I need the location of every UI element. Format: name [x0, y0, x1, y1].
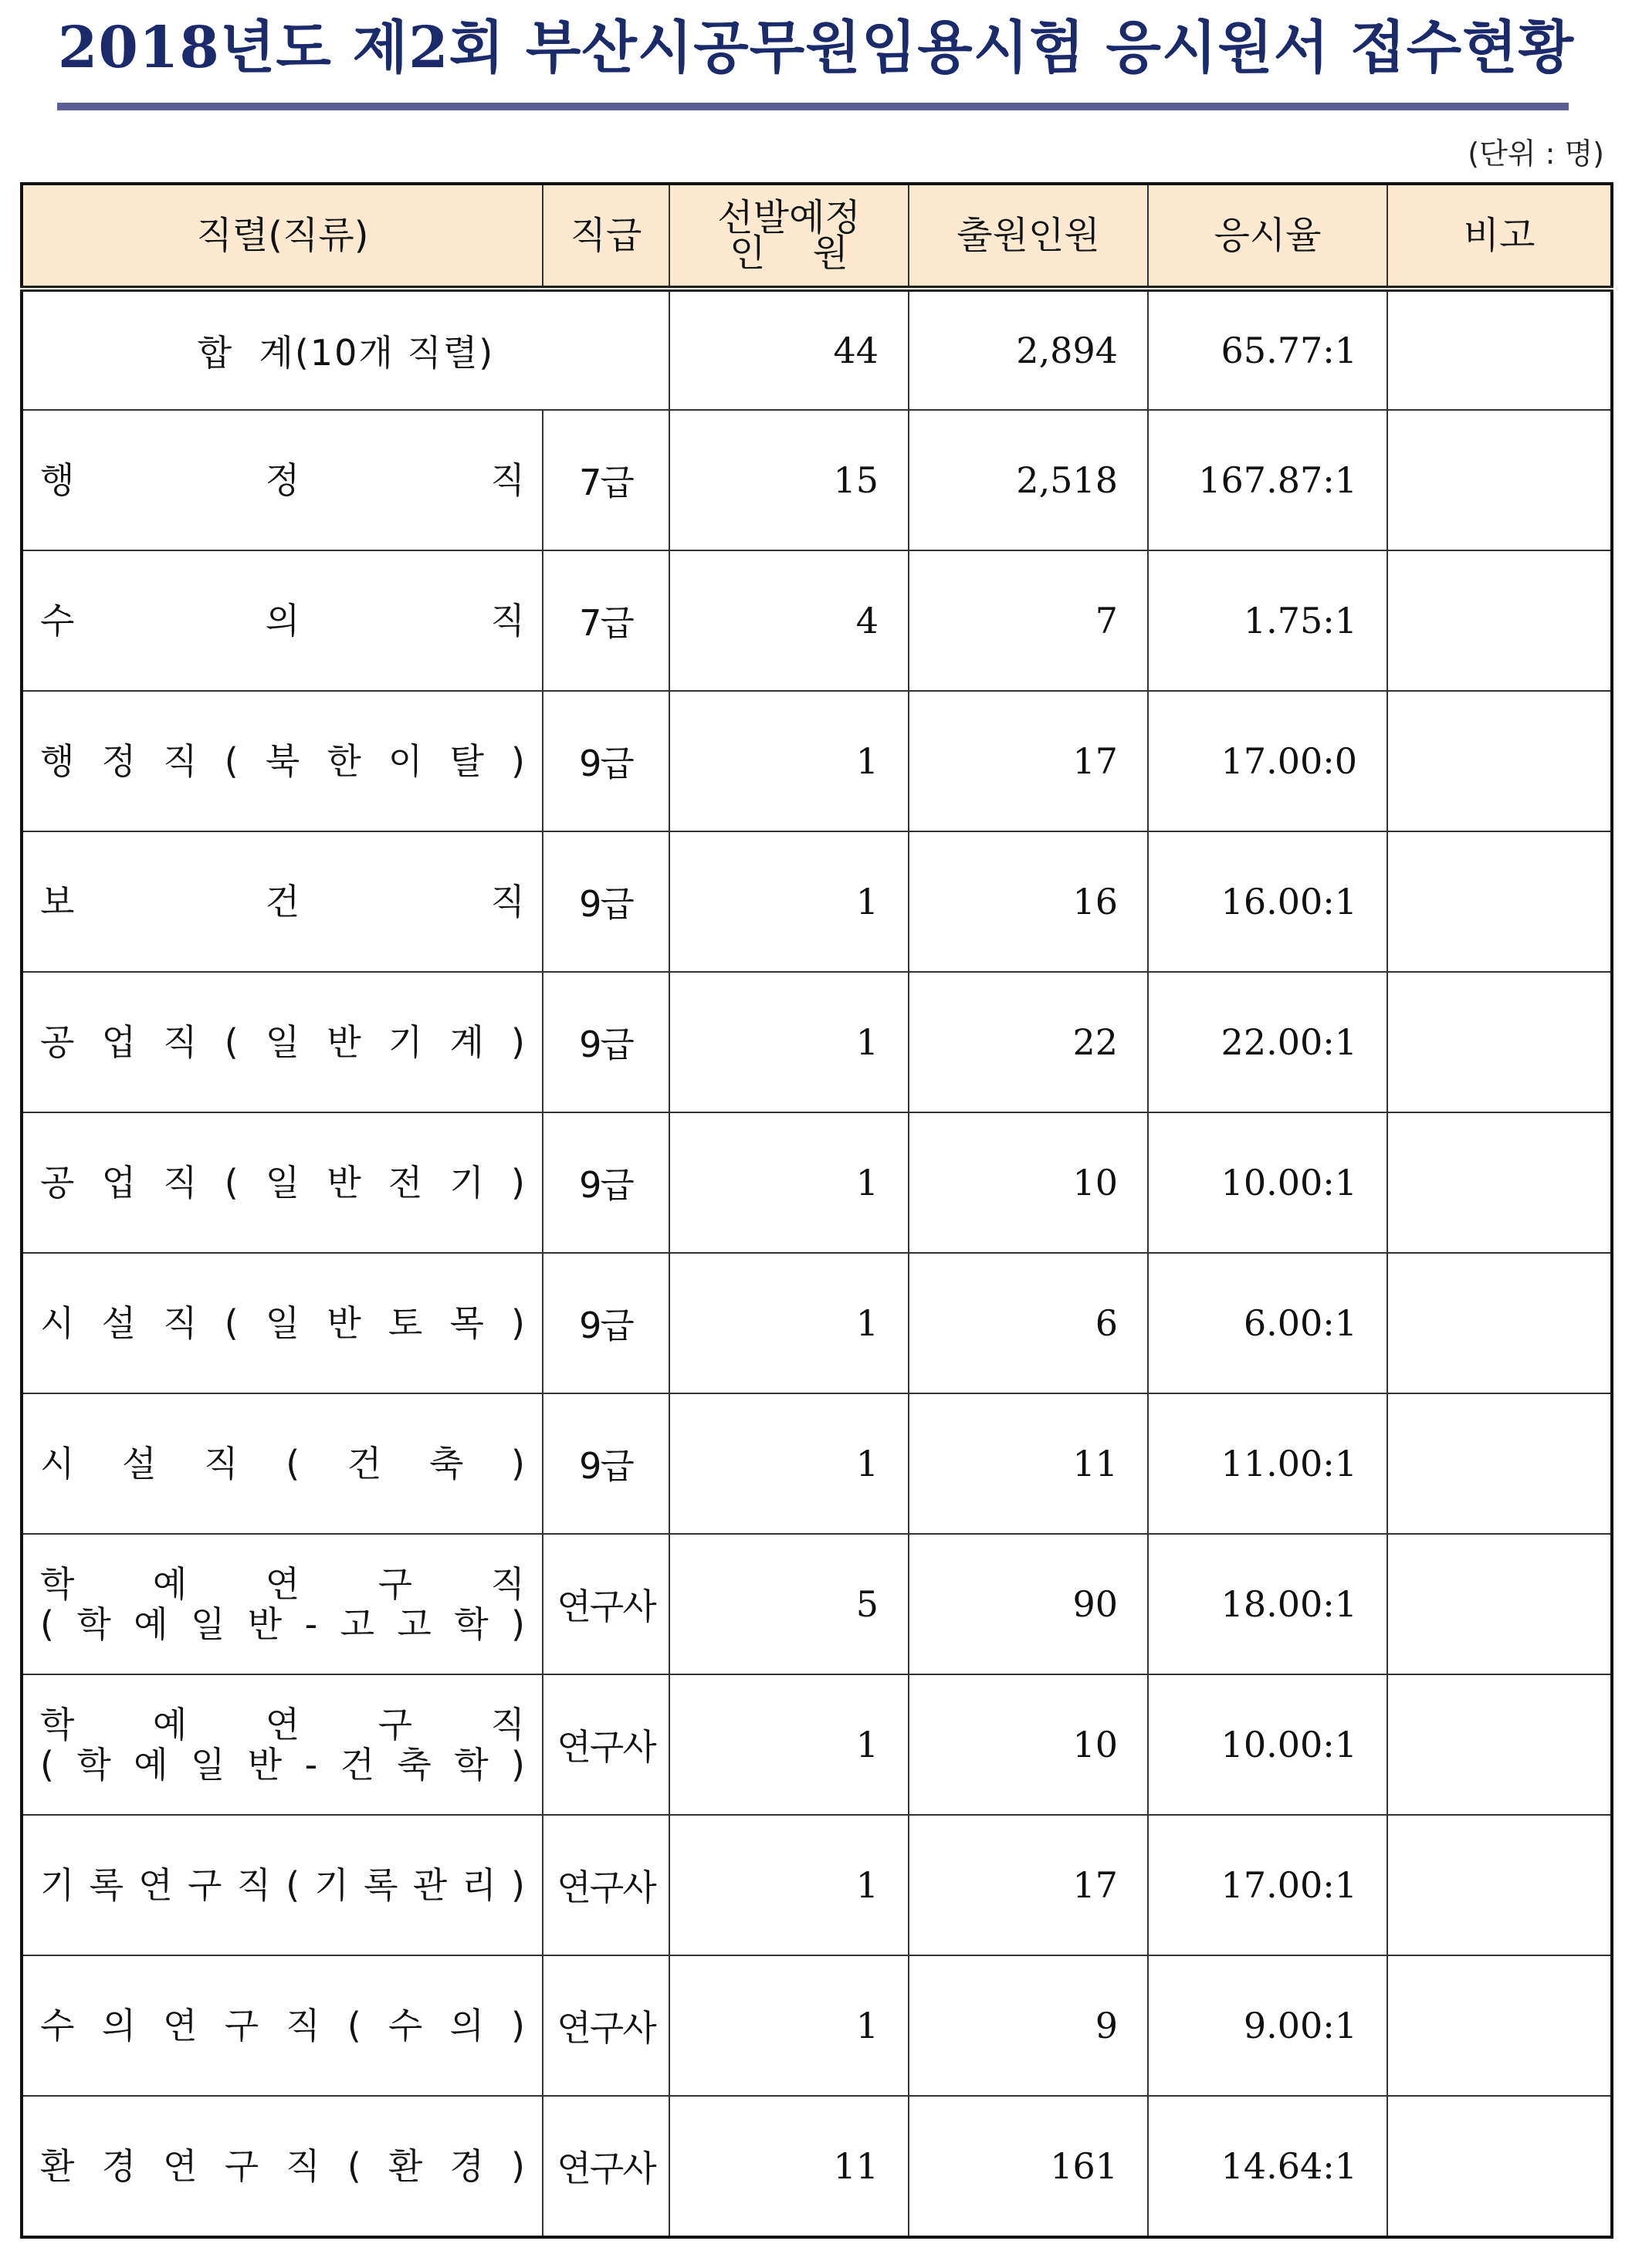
table-row — [22, 550, 1612, 691]
note-cell — [1387, 1955, 1612, 2096]
job-label: 행 정 직 — [40, 459, 525, 501]
table-row — [22, 972, 1612, 1112]
job-label: 학 예 연 구 직 — [40, 1563, 525, 1605]
quota-cell: 1 — [669, 1674, 909, 1815]
rate-cell: 10.00:1 — [1148, 1674, 1387, 1815]
job-label: 수 의 직 — [40, 600, 525, 641]
grade-cell: 9급 — [543, 691, 669, 831]
unit-note: (단위 : 명) — [1468, 137, 1604, 171]
job-label: ( 학 예 일 반 - 고 고 학 ) — [40, 1603, 525, 1645]
applicants-cell: 2,518 — [909, 410, 1148, 550]
grade-cell: 7급 — [543, 410, 669, 550]
job-label: 기 록 연 구 직 ( 기 록 관 리 ) — [40, 1864, 525, 1906]
applicants-cell: 10 — [909, 1674, 1148, 1815]
grade-cell: 연구사 — [543, 1815, 669, 1955]
table-row — [22, 2096, 1612, 2237]
total-quota: 44 — [669, 289, 909, 410]
note-cell — [1387, 1815, 1612, 1955]
job-label: 학 예 연 구 직 — [40, 1704, 525, 1745]
note-cell — [1387, 550, 1612, 691]
table-row — [22, 831, 1612, 972]
note-cell — [1387, 831, 1612, 972]
grade-cell: 9급 — [543, 1393, 669, 1534]
job-label: 수 의 연 구 직 ( 수 의 ) — [40, 2005, 525, 2046]
applicants-cell: 17 — [909, 1815, 1148, 1955]
job-label: 환 경 연 구 직 ( 환 경 ) — [40, 2145, 525, 2187]
quota-cell: 5 — [669, 1534, 909, 1674]
job-cell — [22, 1674, 543, 1815]
header-job: 직렬(직류) — [22, 184, 543, 289]
title-underline — [57, 103, 1569, 110]
rate-cell: 6.00:1 — [1148, 1253, 1387, 1393]
job-cell — [22, 2096, 543, 2237]
grade-cell: 연구사 — [543, 1674, 669, 1815]
applicants-cell: 161 — [909, 2096, 1148, 2237]
rate-cell: 14.64:1 — [1148, 2096, 1387, 2237]
quota-cell: 1 — [669, 1815, 909, 1955]
grade-cell: 7급 — [543, 550, 669, 691]
quota-cell: 15 — [669, 410, 909, 550]
note-cell — [1387, 1112, 1612, 1253]
rate-cell: 10.00:1 — [1148, 1112, 1387, 1253]
table-header — [22, 184, 1612, 289]
header-applicants: 출원인원 — [909, 184, 1148, 289]
job-label: 공 업 직 ( 일 반 기 계 ) — [40, 1021, 525, 1063]
note-cell — [1387, 1253, 1612, 1393]
quota-cell: 1 — [669, 1112, 909, 1253]
job-cell — [22, 1534, 543, 1674]
rate-cell: 16.00:1 — [1148, 831, 1387, 972]
applicants-cell: 17 — [909, 691, 1148, 831]
quota-cell: 1 — [669, 1253, 909, 1393]
job-cell — [22, 410, 543, 550]
job-cell — [22, 972, 543, 1112]
table-row — [22, 1534, 1612, 1674]
header-quota-line2: 인 원 — [730, 232, 848, 275]
table-row — [22, 1253, 1612, 1393]
table-body — [22, 289, 1612, 2237]
grade-cell: 연구사 — [543, 2096, 669, 2237]
quota-cell: 1 — [669, 691, 909, 831]
rate-cell: 167.87:1 — [1148, 410, 1387, 550]
job-cell — [22, 1393, 543, 1534]
quota-cell: 1 — [669, 972, 909, 1112]
applicants-cell: 22 — [909, 972, 1148, 1112]
grade-cell: 9급 — [543, 831, 669, 972]
applicants-cell: 10 — [909, 1112, 1148, 1253]
job-label: 행 정 직 ( 북 한 이 탈 ) — [40, 740, 525, 782]
quota-cell: 11 — [669, 2096, 909, 2237]
total-rate: 65.77:1 — [1148, 289, 1387, 410]
grade-cell: 9급 — [543, 972, 669, 1112]
applicants-cell: 11 — [909, 1393, 1148, 1534]
header-quota-line1: 선발예정 — [717, 196, 861, 239]
header-grade: 직급 — [543, 184, 669, 289]
applicants-cell: 7 — [909, 550, 1148, 691]
total-applicants: 2,894 — [909, 289, 1148, 410]
job-cell — [22, 1955, 543, 2096]
note-cell — [1387, 2096, 1612, 2237]
job-label: ( 학 예 일 반 - 건 축 학 ) — [40, 1744, 525, 1786]
job-cell — [22, 1112, 543, 1253]
total-note — [1387, 289, 1612, 410]
table-row — [22, 1112, 1612, 1253]
applicants-cell: 6 — [909, 1253, 1148, 1393]
rate-cell: 1.75:1 — [1148, 550, 1387, 691]
grade-cell: 연구사 — [543, 1534, 669, 1674]
rate-cell: 22.00:1 — [1148, 972, 1387, 1112]
job-cell — [22, 831, 543, 972]
note-cell — [1387, 1393, 1612, 1534]
job-cell — [22, 691, 543, 831]
table-row — [22, 410, 1612, 550]
page-title: 2018년도 제2회 부산시공무원임용시험 응시원서 접수현황 — [57, 15, 1575, 81]
grade-cell: 연구사 — [543, 1955, 669, 2096]
total-label: 합 계(10개 직렬) — [22, 289, 669, 410]
job-label: 시 설 직 ( 건 축 ) — [40, 1443, 525, 1484]
job-cell — [22, 1815, 543, 1955]
total-row — [22, 289, 1612, 410]
table-row — [22, 1674, 1612, 1815]
header-note: 비고 — [1387, 184, 1612, 289]
table-row — [22, 1393, 1612, 1534]
job-label: 보 건 직 — [40, 881, 525, 922]
quota-cell: 4 — [669, 550, 909, 691]
rate-cell: 9.00:1 — [1148, 1955, 1387, 2096]
job-cell — [22, 550, 543, 691]
rate-cell: 17.00:0 — [1148, 691, 1387, 831]
rate-cell: 11.00:1 — [1148, 1393, 1387, 1534]
rate-cell: 18.00:1 — [1148, 1534, 1387, 1674]
applicants-cell: 90 — [909, 1534, 1148, 1674]
table-row — [22, 691, 1612, 831]
applicants-cell: 9 — [909, 1955, 1148, 2096]
grade-cell: 9급 — [543, 1112, 669, 1253]
note-cell — [1387, 691, 1612, 831]
header-rate: 응시율 — [1148, 184, 1387, 289]
note-cell — [1387, 972, 1612, 1112]
quota-cell: 1 — [669, 831, 909, 972]
quota-cell: 1 — [669, 1393, 909, 1534]
job-label: 시 설 직 ( 일 반 토 목 ) — [40, 1302, 525, 1344]
note-cell — [1387, 410, 1612, 550]
grade-cell: 9급 — [543, 1253, 669, 1393]
table-row — [22, 1815, 1612, 1955]
applicants-cell: 16 — [909, 831, 1148, 972]
job-cell — [22, 1253, 543, 1393]
note-cell — [1387, 1674, 1612, 1815]
table-row — [22, 1955, 1612, 2096]
quota-cell: 1 — [669, 1955, 909, 2096]
job-label: 공 업 직 ( 일 반 전 기 ) — [40, 1162, 525, 1203]
note-cell — [1387, 1534, 1612, 1674]
recruitment-table — [20, 182, 1613, 2239]
header-quota — [669, 184, 909, 289]
rate-cell: 17.00:1 — [1148, 1815, 1387, 1955]
